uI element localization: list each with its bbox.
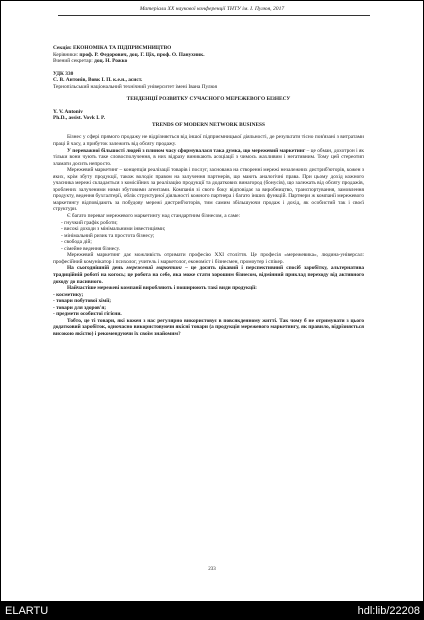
handle-id: hdl:lib/22208 xyxy=(357,605,420,617)
paragraph-4: Є багато переваг мережевого маркетингу над стандартним бізнесом, а саме: xyxy=(67,213,240,220)
authors-en-2: Ph.D., assist. Vovk I. P. xyxy=(53,115,106,122)
paragraph-2: У переважної більшості людей з плином часу сформувалася така думка, що мережевий маркетинг – це обман, дохотрон і як тільки вони чують таке словосполучення, в них відразу виникають асоціації з чимось жахливим і негативним. Тому цей стереотип зламати досить непросто. xyxy=(53,147,365,167)
list-item: - товари для здоров'я; xyxy=(53,304,107,311)
list-item: - предмети особистої гігієни. xyxy=(53,311,122,318)
list-item: - гнучкий графік роботи; xyxy=(61,219,118,226)
udc-code: УДК 330 xyxy=(53,70,74,77)
article-body xyxy=(53,45,364,337)
paragraph-3: Мережевий маркетинг – концепція реалізації товарів і послуг, заснована на створенні мережі незалежних дистриб'юторів, кожен з яких, крім збуту продукції, також володіє правом на залучення партнерів, що мають аналогічні права. При цьому дохід кожного учасника мережі складається з комісійних за реалізацію продукції та додаткових винагород (бонусів), що залежать від обсягу продажів, зроблених залученими ними збутовими агентами. Компанія зі свого боку відповідає за виробництво, транспортування, замовлення продукту, ведення бухгалтерії, облік структурної діяльності кожного партнера і багато інших функцій. Партнери ж компанії мережевого маркетингу відповідають за побудову мережі дистриб'юторів, тим самим збільшуючи продаж і дохід, як особистий так і своєї структури. xyxy=(53,167,364,213)
heads-label: Керівники: xyxy=(53,51,79,58)
list-item: - мінімальний ризик та простота бізнесу; xyxy=(61,232,155,239)
section-title: Секція: ЕКОНОМІКА ТА ПІДПРИЄМНИЦТВО xyxy=(53,45,172,51)
header-rule xyxy=(58,15,370,16)
term-network-marketing-2: мережевий маркетинг xyxy=(126,265,183,272)
list-item: - товари побутової хімії; xyxy=(53,298,112,305)
authors-en-1: Y. V. Antoniv xyxy=(53,108,83,115)
viewer-footer xyxy=(0,601,424,620)
title-en: TRENDS OF MODERN NETWORK BUSINESS xyxy=(152,121,265,128)
advantages-list xyxy=(53,220,364,253)
page-number: 233 xyxy=(208,567,216,572)
list-item: - свобода дій; xyxy=(61,239,92,246)
repository-name: ELARTU xyxy=(5,605,49,617)
paragraph-8: Тобто, це ті товари, які кожен з нас регулярно використовує в повсякденному житті. Так чому б не отримувати з цього додатковий заробіток, одночасно використовуючи якісні товари (а продукція мережевого маркетингу, як правило, відрізняється високою якістю) і рекомендуючи їх своїм знайомим? xyxy=(53,317,364,337)
list-item: - високі доходи з мінімальними інвестиціями; xyxy=(61,226,166,233)
title-ua: ТЕНДЕНЦІЇ РОЗВИТКУ СУЧАСНОГО МЕРЕЖЕВОГО БІЗНЕСУ xyxy=(126,96,291,103)
paragraph-6: На сьогоднішній день мережевий маркетинг – це досить цікавий і перспективний спосіб заробітку, альтернатива традиційній роботі на когось; це робота на себе, яка може стати хорошим бізнесом, відмінний приклад переходу від активного доходу до пасивного. xyxy=(53,265,364,285)
document-page xyxy=(1,1,423,601)
list-item: - косметику; xyxy=(53,291,84,298)
running-header: Матеріали XX наукової конференції ТНТУ ім. І. Пулюя, 2017 xyxy=(139,6,285,12)
list-item: - сімейне ведення бізнесу. xyxy=(61,245,121,252)
secretary-label: Вчений секретар: xyxy=(53,58,93,65)
authors-ua: С. В. Антонів, Вовк І. П. к.е.н., асист. xyxy=(53,77,143,84)
paragraph-7: Найчастіше мережеві компанії виробляють і поширюють такі види продукції: xyxy=(67,285,257,292)
paragraph-5: Мережевий маркетинг дає можливість отримати професію XXI століття. Це професія «мережевика», людина-універсал: професійний комунікатор і психолог, учитель і маркетолог, економіст і бізнесмен, промоутер і спікер. xyxy=(53,252,364,265)
university: Тернопільський національний технічний університет імені Івана Пулюя xyxy=(53,83,218,90)
term-network-marketing: мережевий маркетинг xyxy=(251,147,306,154)
secretary-name: доц. Н. Рожко xyxy=(94,58,128,65)
paragraph-1: Бізнес у сфері прямого продажу не відрізняється від іншої підприємницької діяльності, де результати тісно пов'язані з витратами праці й часу, а прибуток залежить від обсягу продажу. xyxy=(53,134,364,148)
heads-names: проф. Р. Федорович, доц. Г. Ціх, проф. О. Панухник. xyxy=(79,51,205,58)
products-list xyxy=(53,292,364,318)
